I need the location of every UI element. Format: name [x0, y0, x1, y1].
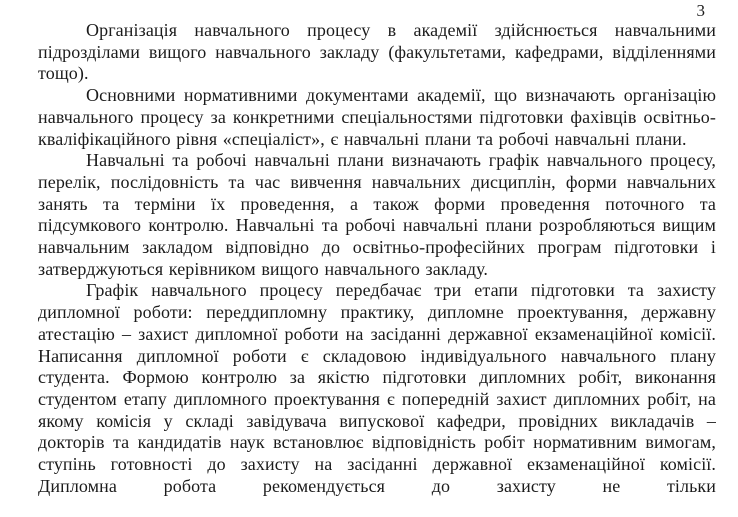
paragraph-1: Організація навчального процесу в академії здійснюється навчальними підрозділами вищого навчального закладу (факультетами, кафедрами, відділеннями тощо). [38, 20, 716, 84]
page-number: 3 [696, 1, 705, 20]
page-body [38, 20, 716, 497]
paragraph-2: Основними нормативними документами академії, що визначають організацію навчального процесу за конкретними спеціальностями підготовки фахівців освітньо-кваліфікаційного рівня «спеціаліст», є навчальні плани та робочі навчальні плани. [38, 85, 716, 149]
paragraph-4: Графік навчального процесу передбачає три етапи підготовки та захисту дипломної роботи: переддипломну практику, дипломне проектування, державну атестацію – захист дипломної роботи на засіданні державної екзаменаційної комісії. Написання дипломної роботи є складовою індивідуального навчального плану студента. Формою контролю за якістю підготовки дипломних робіт, виконання студентом етапу дипломного проектування є попередній захист дипломних робіт, на якому комісія у складі завідувача випускової кафедри, провідних викладачів – докторів та кандидатів наук встановлює відповідність робіт нормативним вимогам, ступінь готовності до захисту на засіданні державної екзаменаційної комісії. Дипломна робота рекомендується до захисту не тільки [38, 280, 716, 496]
paragraph-3: Навчальні та робочі навчальні плани визначають графік навчального процесу, перелік, послідовність та час вивчення навчальних дисциплін, форми навчальних занять та терміни їх проведення, а також форми проведення поточного та підсумкового контролю. Навчальні та робочі навчальні плани розробляються вищим навчальним закладом відповідно до освітньо-професійних програм підготовки і затверджуються керівником вищого навчального закладу. [38, 150, 716, 279]
